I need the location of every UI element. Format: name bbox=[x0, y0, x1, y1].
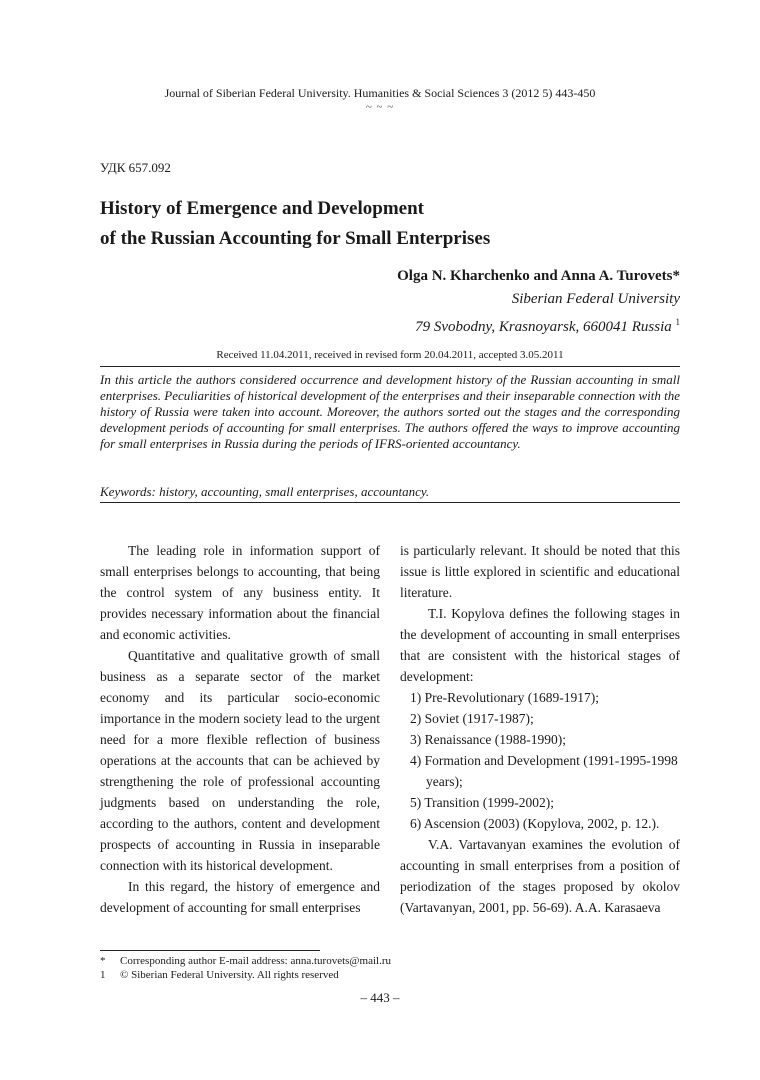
affiliation: Siberian Federal University bbox=[511, 291, 680, 307]
abstract-top-rule bbox=[100, 366, 680, 367]
address-line bbox=[397, 311, 680, 339]
list-item: 2) Soviet (1917-1987); bbox=[410, 711, 534, 726]
title-line-1: History of Emergence and Development bbox=[100, 198, 424, 219]
header-ornament: ~ ~ ~ bbox=[365, 101, 395, 113]
address: 79 Svobodny, Krasnoyarsk, 660041 Russia bbox=[415, 319, 672, 335]
author-names: Olga N. Kharchenko and Anna A. Turovets* bbox=[397, 268, 680, 284]
footnote-text: Corresponding author E-mail address: anna.turovets@mail.ru bbox=[120, 955, 392, 967]
body-column-left bbox=[100, 540, 380, 918]
list-item: 5) Transition (1999-2002); bbox=[410, 795, 555, 810]
footnote bbox=[100, 954, 391, 968]
list-item: 3) Renaissance (1988-1990); bbox=[410, 732, 566, 747]
paragraph: T.I. Kopylova defines the following stages in the development of accounting in small enterprises that are consistent with the historical stages of development: bbox=[400, 606, 680, 684]
footnote-mark: * bbox=[100, 955, 106, 967]
author-block bbox=[397, 265, 680, 339]
abstract-bottom-rule bbox=[100, 502, 680, 503]
paragraph: In this regard, the history of emergence and development of accounting for small enterprises bbox=[100, 879, 380, 915]
address-superscript: 1 bbox=[675, 317, 680, 327]
footnote-text: © Siberian Federal University. All rights reserved bbox=[120, 969, 339, 981]
paragraph: The leading role in information support of small enterprises belongs to accounting, that being the control system of any business entity. It provides necessary information about the financial and economic activities. bbox=[100, 543, 380, 642]
article-title bbox=[100, 194, 660, 254]
page-number: – 443 – bbox=[360, 990, 400, 1005]
footnote-mark: 1 bbox=[100, 969, 106, 981]
paragraph: V.A. Vartavanyan examines the evolution of accounting in small enterprises from a position of periodization of the stages proposed by okolov (Vartavanyan, 2001, pp. 56-69). A.A. Karasaeva bbox=[400, 837, 680, 915]
udk-code: УДК 657.092 bbox=[100, 160, 171, 175]
journal-header: Journal of Siberian Federal University. Humanities & Social Sciences 3 (2012 5) 443-450 bbox=[164, 86, 596, 100]
list-item: 1) Pre-Revolutionary (1689-1917); bbox=[410, 690, 599, 705]
stage-list bbox=[400, 687, 680, 834]
list-item: 6) Ascension (2003) (Kopylova, 2002, p. 12.). bbox=[410, 816, 660, 831]
paragraph: Quantitative and qualitative growth of small business as a separate sector of the market economy and its particular socio-economic importance in the modern society lead to the urgent need for a more flexible reflection of business operations at the accounts that can be achieved by strengthening the role of professional accounting judgments based on understanding the role, according to the authors, content and development prospects of accounting in Russia in inseparable connection with its historical development. bbox=[100, 648, 380, 873]
paragraph: is particularly relevant. It should be noted that this issue is little explored in scientific and educational literature. bbox=[400, 543, 680, 600]
received-dates: Received 11.04.2011, received in revised form 20.04.2011, accepted 3.05.2011 bbox=[216, 349, 564, 361]
footnotes bbox=[100, 954, 391, 982]
keywords: Keywords: history, accounting, small enterprises, accountancy. bbox=[100, 484, 430, 499]
abstract: In this article the authors considered occurrence and development history of the Russian accounting in small enterprises. Peculiarities of historical development of the enterprises and their inseparable connection with the history of Russia were taken into account. Moreover, the authors sorted out the stages and the corresponding development periods of accounting for small enterprises. The authors offered the ways to improve accounting for small enterprises in Russia during the periods of IFRS-oriented accountancy. bbox=[100, 372, 680, 451]
body-column-right bbox=[400, 540, 680, 918]
title-line-2: of the Russian Accounting for Small Enterprises bbox=[100, 228, 491, 249]
footnote bbox=[100, 968, 391, 982]
footnote-rule bbox=[100, 950, 320, 951]
list-item: 4) Formation and Development (1991-1995-1998 years); bbox=[410, 753, 678, 789]
